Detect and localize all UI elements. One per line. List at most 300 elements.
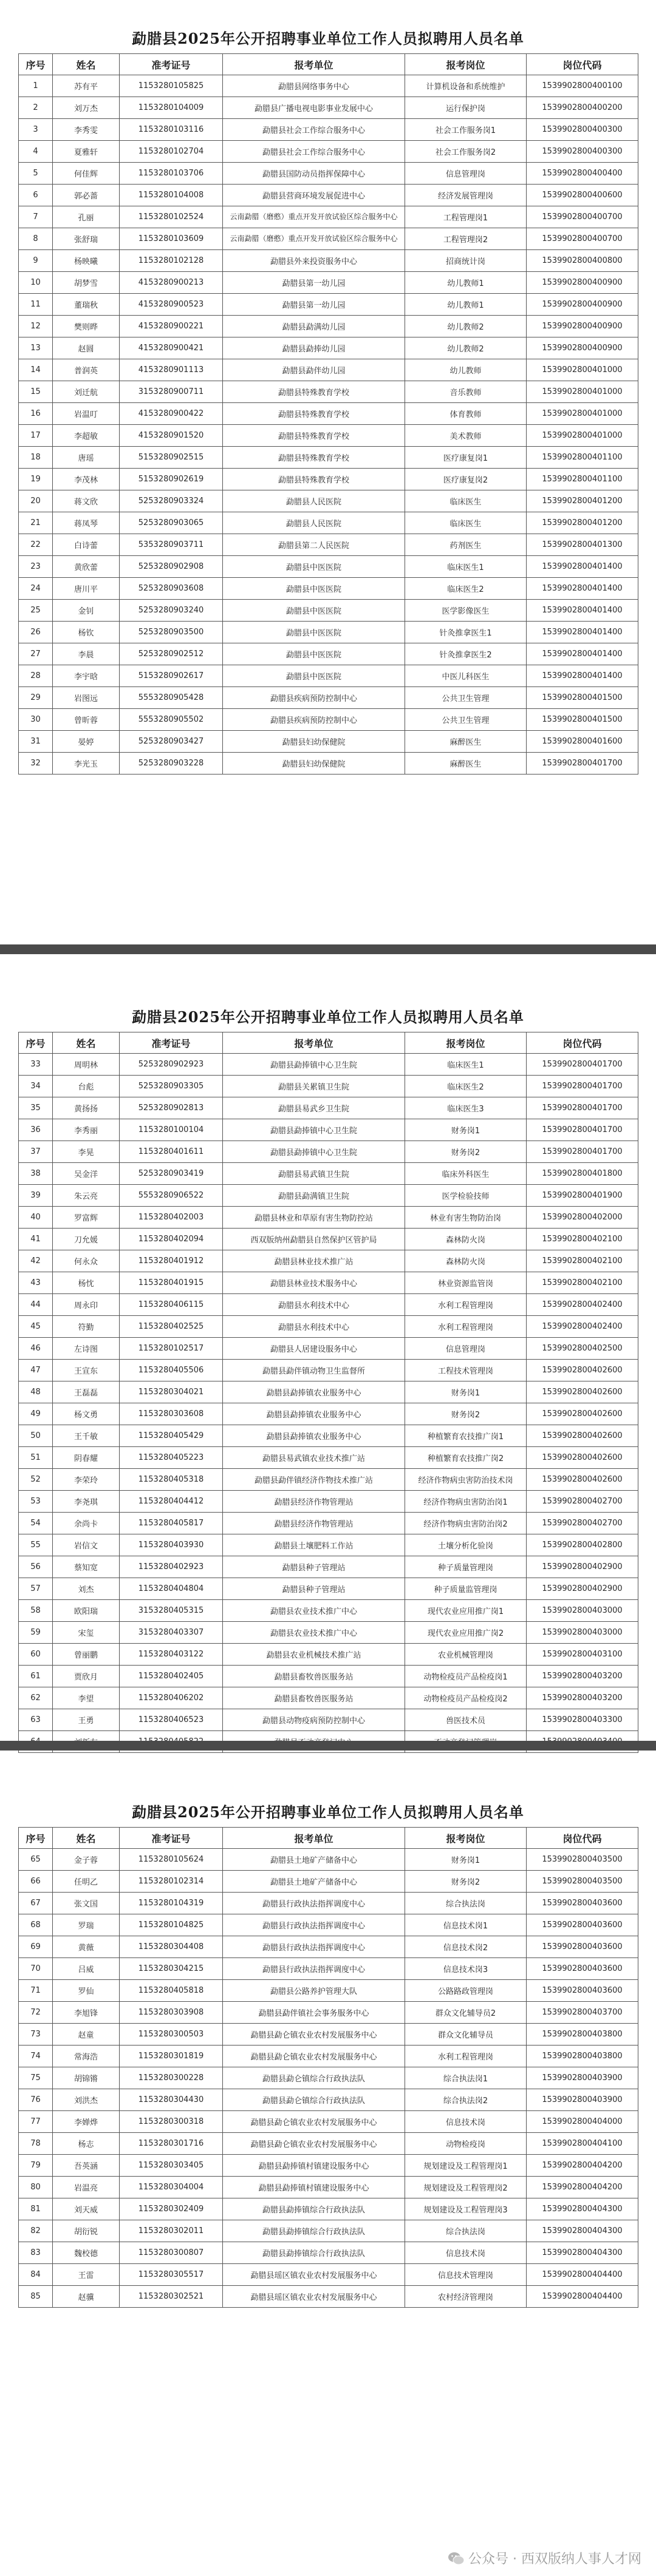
table-row — [19, 2024, 638, 2046]
cell-name: 董瑞秋 — [53, 294, 120, 316]
personnel-table — [18, 53, 638, 774]
cell-no: 4 — [19, 141, 53, 163]
cell-name: 常海浩 — [53, 2046, 120, 2067]
cell-post-code: 1539902800401700 — [527, 753, 638, 774]
cell-unit: 勐腊县土地矿产储备中心 — [223, 1849, 405, 1871]
cell-exam-number: 1153280301716 — [120, 2133, 223, 2155]
cell-unit: 勐腊县勐仑镇综合行政执法队 — [223, 2089, 405, 2111]
table-row — [19, 228, 638, 250]
cell-name: 杨文勇 — [53, 1403, 120, 1425]
cell-post-code: 1539902800401400 — [527, 665, 638, 687]
cell-name: 刘杰 — [53, 1578, 120, 1600]
cell-exam-number: 1153280300503 — [120, 2024, 223, 2046]
table-row — [19, 2264, 638, 2286]
cell-post-code: 1539902800403600 — [527, 1980, 638, 2002]
cell-exam-number: 1153280401915 — [120, 1272, 223, 1294]
cell-post: 现代农业应用推广岗1 — [405, 1600, 527, 1622]
cell-post-code: 1539902800403800 — [527, 2024, 638, 2046]
table-row — [19, 250, 638, 272]
cell-exam-number: 1153280102524 — [120, 206, 223, 228]
cell-name: 王宣东 — [53, 1360, 120, 1381]
cell-no: 63 — [19, 1709, 53, 1731]
cell-no: 65 — [19, 1849, 53, 1871]
cell-post: 种植繁育农技推广岗2 — [405, 1447, 527, 1469]
cell-post: 森林防火岗 — [405, 1229, 527, 1250]
cell-exam-number: 1153280303908 — [120, 2002, 223, 2024]
cell-unit: 勐腊县瑶区镇农业农村发展服务中心 — [223, 2264, 405, 2286]
cell-name: 吕威 — [53, 1958, 120, 1980]
cell-exam-number: 5153280902617 — [120, 665, 223, 687]
cell-post: 群众文化辅导员2 — [405, 2002, 527, 2024]
cell-post-code: 1539902800402100 — [527, 1250, 638, 1272]
cell-exam-number: 3153280403307 — [120, 1622, 223, 1644]
cell-exam-number: 1153280402525 — [120, 1316, 223, 1338]
cell-name: 黄扬扬 — [53, 1097, 120, 1119]
cell-post-code: 1539902800400800 — [527, 250, 638, 272]
cell-post-code: 1539902800404200 — [527, 2177, 638, 2198]
cell-no: 72 — [19, 2002, 53, 2024]
cell-post-code: 1539902800400200 — [527, 97, 638, 119]
cell-name: 李晨 — [53, 643, 120, 665]
cell-post: 财务岗2 — [405, 1141, 527, 1163]
cell-post-code: 1539902800403900 — [527, 2067, 638, 2089]
cell-exam-number: 1153280404412 — [120, 1491, 223, 1513]
cell-exam-number: 1153280104008 — [120, 185, 223, 206]
cell-no: 49 — [19, 1403, 53, 1425]
cell-post-code: 1539902800401400 — [527, 578, 638, 600]
cell-exam-number: 1153280406115 — [120, 1294, 223, 1316]
cell-no: 61 — [19, 1666, 53, 1687]
cell-no: 17 — [19, 425, 53, 447]
wechat-icon — [448, 2551, 465, 2566]
table-row — [19, 1936, 638, 1958]
cell-post: 信息技术岗2 — [405, 1936, 527, 1958]
cell-post: 运行保护岗 — [405, 97, 527, 119]
table-row — [19, 600, 638, 622]
cell-exam-number: 1153280304430 — [120, 2089, 223, 2111]
cell-name: 李秀丽 — [53, 1119, 120, 1141]
cell-no: 46 — [19, 1338, 53, 1360]
cell-name: 贾欣月 — [53, 1666, 120, 1687]
cell-exam-number: 5253280903065 — [120, 512, 223, 534]
table-body — [19, 1849, 638, 2308]
cell-name: 赵骥 — [53, 2286, 120, 2308]
cell-post: 麻醉医生 — [405, 753, 527, 774]
cell-exam-number: 1153280300318 — [120, 2111, 223, 2133]
personnel-table — [18, 1827, 638, 2308]
cell-unit: 勐腊县勐仑镇农业农村发展服务中心 — [223, 2111, 405, 2133]
cell-unit: 勐腊县公路养护管理大队 — [223, 1980, 405, 2002]
cell-post-code: 1539902800400300 — [527, 141, 638, 163]
table-row — [19, 2242, 638, 2264]
table-body — [19, 75, 638, 774]
cell-name: 曾昕蓉 — [53, 709, 120, 731]
cell-post-code: 1539902800400300 — [527, 119, 638, 141]
cell-unit: 勐腊县畜牧兽医服务站 — [223, 1687, 405, 1709]
cell-post: 信息技术岗 — [405, 2242, 527, 2264]
cell-no: 30 — [19, 709, 53, 731]
cell-post-code: 1539902800401500 — [527, 709, 638, 731]
cell-exam-number: 1153280104009 — [120, 97, 223, 119]
table-row — [19, 403, 638, 425]
cell-exam-number: 1153280304004 — [120, 2177, 223, 2198]
cell-post: 幼儿教师 — [405, 359, 527, 381]
cell-name: 白诗蕾 — [53, 534, 120, 556]
cell-post-code: 1539902800403600 — [527, 1958, 638, 1980]
cell-post: 水利工程管理岗 — [405, 1294, 527, 1316]
cell-name: 阴春耀 — [53, 1447, 120, 1469]
cell-unit: 勐腊县勐满幼儿园 — [223, 316, 405, 337]
table-header-row — [19, 1828, 638, 1849]
cell-no: 78 — [19, 2133, 53, 2155]
cell-exam-number: 1153280406202 — [120, 1687, 223, 1709]
cell-post: 兽医技术员 — [405, 1709, 527, 1731]
cell-exam-number: 1153280105825 — [120, 75, 223, 97]
cell-no: 22 — [19, 534, 53, 556]
cell-name: 李旭锋 — [53, 2002, 120, 2024]
cell-exam-number: 1153280303405 — [120, 2155, 223, 2177]
cell-no: 83 — [19, 2242, 53, 2264]
cell-no: 51 — [19, 1447, 53, 1469]
table-row — [19, 359, 638, 381]
cell-unit: 勐腊县外来投资服务中心 — [223, 250, 405, 272]
cell-post-code: 1539902800402600 — [527, 1381, 638, 1403]
cell-post-code: 1539902800403900 — [527, 2089, 638, 2111]
cell-exam-number: 1153280305517 — [120, 2264, 223, 2286]
table-row — [19, 731, 638, 753]
cell-unit: 勐腊县易武镇卫生院 — [223, 1163, 405, 1185]
header-name: 姓名 — [53, 54, 120, 75]
cell-no: 55 — [19, 1534, 53, 1556]
cell-post: 美术教师 — [405, 425, 527, 447]
cell-name: 左诗图 — [53, 1338, 120, 1360]
cell-exam-number: 1153280100104 — [120, 1119, 223, 1141]
cell-name: 符勤 — [53, 1316, 120, 1338]
cell-exam-number: 1153280301819 — [120, 2046, 223, 2067]
cell-post: 土壤分析化验岗 — [405, 1534, 527, 1556]
table-row — [19, 163, 638, 185]
cell-post: 体育教师 — [405, 403, 527, 425]
cell-name: 张舒瑞 — [53, 228, 120, 250]
cell-no: 81 — [19, 2198, 53, 2220]
cell-post-code: 1539902800402400 — [527, 1316, 638, 1338]
table-row — [19, 2046, 638, 2067]
cell-unit: 勐腊县疾病预防控制中心 — [223, 687, 405, 709]
table-row — [19, 1534, 638, 1556]
cell-post: 医学影像医生 — [405, 600, 527, 622]
table-row — [19, 1893, 638, 1914]
cell-exam-number: 4153280900213 — [120, 272, 223, 294]
cell-name: 罗富辉 — [53, 1207, 120, 1229]
table-row — [19, 272, 638, 294]
cell-unit: 勐腊县勐捧镇中心卫生院 — [223, 1141, 405, 1163]
cell-post: 森林防火岗 — [405, 1250, 527, 1272]
cell-name: 李茂林 — [53, 469, 120, 490]
cell-post-code: 1539902800401200 — [527, 512, 638, 534]
cell-name: 刘万杰 — [53, 97, 120, 119]
cell-post-code: 1539902800402600 — [527, 1447, 638, 1469]
cell-post-code: 1539902800401000 — [527, 381, 638, 403]
cell-exam-number: 1153280104825 — [120, 1914, 223, 1936]
header-exam: 准考证号 — [120, 54, 223, 75]
cell-name: 吴金洋 — [53, 1163, 120, 1185]
cell-unit: 勐腊县易武镇农业技术推广站 — [223, 1447, 405, 1469]
cell-no: 77 — [19, 2111, 53, 2133]
cell-no: 31 — [19, 731, 53, 753]
cell-unit: 勐腊县妇幼保健院 — [223, 731, 405, 753]
cell-unit: 勐腊县网络事务中心 — [223, 75, 405, 97]
table-row — [19, 1229, 638, 1250]
cell-unit: 勐腊县畜牧兽医服务站 — [223, 1666, 405, 1687]
table-row — [19, 2286, 638, 2308]
cell-unit: 勐腊县中医医院 — [223, 556, 405, 578]
cell-post: 针灸推拿医生2 — [405, 643, 527, 665]
cell-no: 12 — [19, 316, 53, 337]
cell-unit: 勐腊县特殊教育学校 — [223, 381, 405, 403]
table-row — [19, 1687, 638, 1709]
cell-post: 幼儿教师2 — [405, 337, 527, 359]
cell-exam-number: 1153280103706 — [120, 163, 223, 185]
cell-unit: 勐腊县营商环境发展促进中心 — [223, 185, 405, 206]
table-row — [19, 512, 638, 534]
cell-exam-number: 4153280900421 — [120, 337, 223, 359]
cell-post-code: 1539902800402100 — [527, 1272, 638, 1294]
cell-name: 欧阳瑞 — [53, 1600, 120, 1622]
cell-unit: 勐腊县勐捧幼儿园 — [223, 337, 405, 359]
cell-no: 29 — [19, 687, 53, 709]
cell-name: 李尧琪 — [53, 1491, 120, 1513]
cell-exam-number: 1153280405818 — [120, 1980, 223, 2002]
cell-name: 樊则晔 — [53, 316, 120, 337]
cell-no: 47 — [19, 1360, 53, 1381]
cell-unit: 勐腊县行政执法指挥调度中心 — [223, 1914, 405, 1936]
cell-post-code: 1539902800403600 — [527, 1893, 638, 1914]
header-code: 岗位代码 — [527, 54, 638, 75]
table-row — [19, 2177, 638, 2198]
cell-post: 水利工程管理岗 — [405, 2046, 527, 2067]
cell-unit: 勐腊县中医医院 — [223, 600, 405, 622]
cell-post: 综合执法岗1 — [405, 2067, 527, 2089]
cell-exam-number: 5553280906522 — [120, 1185, 223, 1207]
cell-unit: 勐腊县特殊教育学校 — [223, 469, 405, 490]
cell-exam-number: 4153280900523 — [120, 294, 223, 316]
cell-no: 85 — [19, 2286, 53, 2308]
cell-name: 杨志 — [53, 2133, 120, 2155]
cell-post-code: 1539902800400400 — [527, 163, 638, 185]
cell-unit: 勐腊县行政执法指挥调度中心 — [223, 1936, 405, 1958]
cell-unit: 勐腊县土壤肥料工作站 — [223, 1534, 405, 1556]
cell-post: 药剂医生 — [405, 534, 527, 556]
cell-name: 金子蓉 — [53, 1849, 120, 1871]
cell-name: 王勇 — [53, 1709, 120, 1731]
cell-post: 工程管理岗1 — [405, 206, 527, 228]
cell-exam-number: 1153280303608 — [120, 1403, 223, 1425]
cell-exam-number: 1153280405429 — [120, 1425, 223, 1447]
cell-name: 赵圆 — [53, 337, 120, 359]
cell-no: 2 — [19, 97, 53, 119]
cell-no: 67 — [19, 1893, 53, 1914]
cell-name: 魏校德 — [53, 2242, 120, 2264]
cell-name: 李宇晗 — [53, 665, 120, 687]
cell-name: 李婵烨 — [53, 2111, 120, 2133]
header-code: 岗位代码 — [527, 1032, 638, 1054]
cell-post: 医学检验技师 — [405, 1185, 527, 1207]
cell-no: 35 — [19, 1097, 53, 1119]
cell-name: 岩图远 — [53, 687, 120, 709]
table-row — [19, 2220, 638, 2242]
cell-exam-number: 1153280105624 — [120, 1849, 223, 1871]
cell-no: 16 — [19, 403, 53, 425]
cell-unit: 勐腊县种子管理站 — [223, 1578, 405, 1600]
cell-post-code: 1539902800403500 — [527, 1849, 638, 1871]
cell-exam-number: 5253280903305 — [120, 1076, 223, 1097]
cell-name: 杨映曦 — [53, 250, 120, 272]
cell-name: 岩信文 — [53, 1534, 120, 1556]
cell-exam-number: 1153280304215 — [120, 1958, 223, 1980]
cell-post-code: 1539902800403300 — [527, 1709, 638, 1731]
cell-no: 24 — [19, 578, 53, 600]
cell-post-code: 1539902800401000 — [527, 403, 638, 425]
table-row — [19, 1666, 638, 1687]
cell-post-code: 1539902800401400 — [527, 643, 638, 665]
cell-name: 刘天威 — [53, 2198, 120, 2220]
table-row — [19, 1871, 638, 1893]
cell-no: 66 — [19, 1871, 53, 1893]
header-exam: 准考证号 — [120, 1828, 223, 1849]
table-row — [19, 490, 638, 512]
cell-post-code: 1539902800400900 — [527, 272, 638, 294]
cell-post-code: 1539902800404100 — [527, 2133, 638, 2155]
cell-exam-number: 1153280103609 — [120, 228, 223, 250]
cell-no: 54 — [19, 1513, 53, 1534]
cell-unit: 勐腊县勐捧镇综合行政执法队 — [223, 2220, 405, 2242]
cell-post: 规划建设及工程管理岗1 — [405, 2155, 527, 2177]
cell-post-code: 1539902800404300 — [527, 2220, 638, 2242]
table-row — [19, 709, 638, 731]
cell-unit: 勐腊县勐伴幼儿园 — [223, 359, 405, 381]
cell-unit: 勐腊县农业技术推广中心 — [223, 1600, 405, 1622]
cell-post: 幼儿教师2 — [405, 316, 527, 337]
table-row — [19, 1556, 638, 1578]
table-row — [19, 1491, 638, 1513]
cell-post: 信息技术岗3 — [405, 1958, 527, 1980]
cell-unit: 勐腊县社会工作综合服务中心 — [223, 141, 405, 163]
cell-post-code: 1539902800402600 — [527, 1360, 638, 1381]
table-row — [19, 1425, 638, 1447]
cell-no: 79 — [19, 2155, 53, 2177]
cell-post: 农业机械管理岗 — [405, 1644, 527, 1666]
table-row — [19, 687, 638, 709]
cell-post-code: 1539902800401200 — [527, 490, 638, 512]
cell-no: 6 — [19, 185, 53, 206]
cell-exam-number: 1153280405318 — [120, 1469, 223, 1491]
table-row — [19, 447, 638, 469]
sheet-2 — [18, 1003, 638, 1753]
cell-post-code: 1539902800402600 — [527, 1469, 638, 1491]
cell-post: 临床医生2 — [405, 578, 527, 600]
sheet-title: 勐腊县2025年公开招聘事业单位工作人员拟聘用人员名单 — [132, 1008, 524, 1026]
cell-unit: 勐腊县土地矿产储备中心 — [223, 1871, 405, 1893]
cell-name: 余尚卡 — [53, 1513, 120, 1534]
cell-post-code: 1539902800404000 — [527, 2111, 638, 2133]
cell-post-code: 1539902800400900 — [527, 294, 638, 316]
cell-name: 罗瑞 — [53, 1914, 120, 1936]
cell-name: 台彪 — [53, 1076, 120, 1097]
cell-post: 种植繁育农技推广岗1 — [405, 1425, 527, 1447]
cell-name: 何永众 — [53, 1250, 120, 1272]
cell-post-code: 1539902800403000 — [527, 1600, 638, 1622]
cell-post-code: 1539902800401700 — [527, 1097, 638, 1119]
cell-exam-number: 1153280402094 — [120, 1229, 223, 1250]
cell-unit: 勐腊县水利技术中心 — [223, 1316, 405, 1338]
table-row — [19, 578, 638, 600]
table-row — [19, 1622, 638, 1644]
cell-post-code: 1539902800402600 — [527, 1403, 638, 1425]
cell-post: 经济作物病虫害防治技术岗 — [405, 1469, 527, 1491]
cell-name: 王磊磊 — [53, 1381, 120, 1403]
cell-exam-number: 5253280903427 — [120, 731, 223, 753]
cell-exam-number: 1153280304408 — [120, 1936, 223, 1958]
cell-unit: 勐腊县勐捧镇农业服务中心 — [223, 1403, 405, 1425]
cell-name: 杨忱 — [53, 1272, 120, 1294]
cell-no: 26 — [19, 622, 53, 643]
cell-post-code: 1539902800402700 — [527, 1513, 638, 1534]
cell-post-code: 1539902800401100 — [527, 469, 638, 490]
table-row — [19, 556, 638, 578]
cell-name: 岩温叮 — [53, 403, 120, 425]
cell-name: 刘迁航 — [53, 381, 120, 403]
cell-no: 1 — [19, 75, 53, 97]
cell-name: 朱云亮 — [53, 1185, 120, 1207]
cell-name: 胡梦雪 — [53, 272, 120, 294]
cell-post-code: 1539902800402600 — [527, 1425, 638, 1447]
cell-post: 工程管理岗2 — [405, 228, 527, 250]
table-row — [19, 2198, 638, 2220]
table-row — [19, 2111, 638, 2133]
cell-no: 80 — [19, 2177, 53, 2198]
cell-exam-number: 1153280402923 — [120, 1556, 223, 1578]
cell-no: 9 — [19, 250, 53, 272]
table-row — [19, 534, 638, 556]
cell-exam-number: 1153280102517 — [120, 1338, 223, 1360]
cell-unit: 勐腊县国防动员指挥保障中心 — [223, 163, 405, 185]
cell-post-code: 1539902800401000 — [527, 425, 638, 447]
cell-unit: 勐腊县中医医院 — [223, 665, 405, 687]
cell-exam-number: 5253280903419 — [120, 1163, 223, 1185]
cell-post: 经济作物病虫害防治岗1 — [405, 1491, 527, 1513]
cell-name: 何佳辉 — [53, 163, 120, 185]
cell-post: 幼儿教师1 — [405, 294, 527, 316]
cell-post: 种子质量管理岗 — [405, 1556, 527, 1578]
cell-name: 苏有平 — [53, 75, 120, 97]
table-row — [19, 425, 638, 447]
cell-no: 62 — [19, 1687, 53, 1709]
cell-no: 40 — [19, 1207, 53, 1229]
cell-exam-number: 1153280300228 — [120, 2067, 223, 2089]
cell-exam-number: 5153280902619 — [120, 469, 223, 490]
header-no: 序号 — [19, 54, 53, 75]
cell-post: 农村经济管理岗 — [405, 2286, 527, 2308]
cell-post-code: 1539902800404400 — [527, 2286, 638, 2308]
table-row — [19, 1600, 638, 1622]
cell-no: 20 — [19, 490, 53, 512]
cell-exam-number: 5353280903711 — [120, 534, 223, 556]
table-row — [19, 337, 638, 359]
cell-post: 现代农业应用推广岗2 — [405, 1622, 527, 1644]
cell-name: 蒋凤琴 — [53, 512, 120, 534]
cell-post: 公共卫生管理 — [405, 709, 527, 731]
watermark-text: 公众号 · 西双版纳人事人才网 — [468, 2552, 641, 2567]
